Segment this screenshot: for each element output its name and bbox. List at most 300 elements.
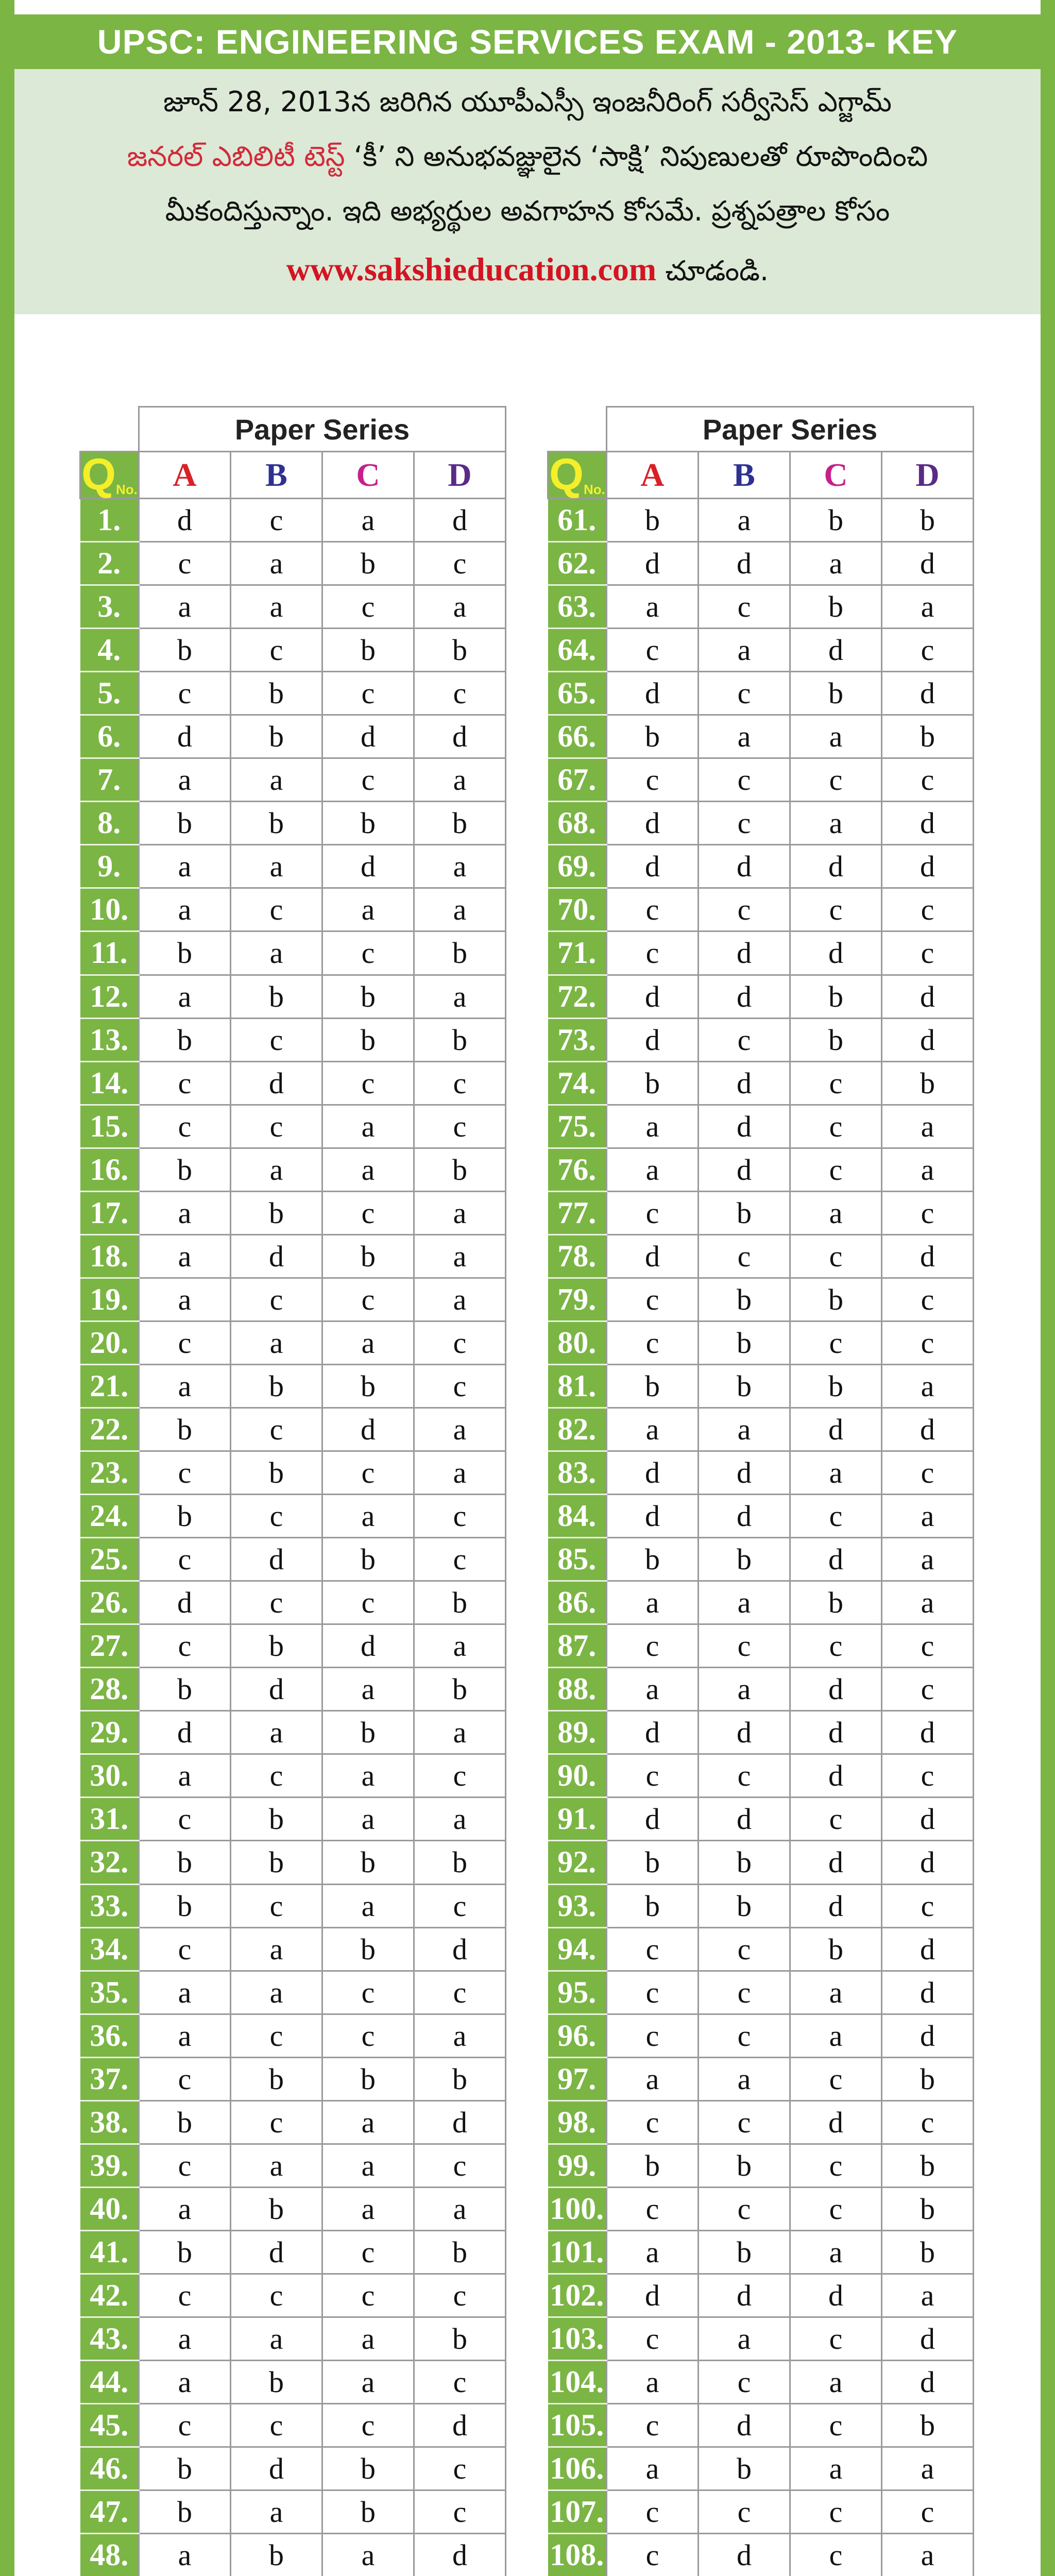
answer-d: c	[882, 1278, 974, 1321]
question-number: 27.	[80, 1624, 139, 1668]
series-a-header: A	[607, 452, 699, 499]
answer-b: b	[231, 1191, 322, 1234]
answer-d: d	[882, 1971, 974, 2014]
answer-d: d	[882, 1798, 974, 1841]
question-number: 46.	[80, 2447, 139, 2490]
question-number: 17.	[80, 1191, 139, 1234]
answer-a: b	[607, 1364, 699, 1408]
question-number: 8.	[80, 802, 139, 845]
answer-d: c	[414, 1105, 506, 1148]
question-number: 89.	[548, 1711, 607, 1754]
table-row	[548, 1278, 974, 1321]
answer-a: c	[607, 888, 699, 931]
answer-d: d	[882, 1018, 974, 1061]
answer-d: a	[414, 1798, 506, 1841]
question-number: 84.	[548, 1495, 607, 1538]
question-number: 91.	[548, 1798, 607, 1841]
table-row	[548, 1321, 974, 1364]
table-row	[548, 715, 974, 758]
answer-c: a	[322, 1321, 414, 1364]
question-number: 42.	[80, 2274, 139, 2317]
paper-series-header: Paper Series	[607, 407, 974, 452]
intro-line-4	[14, 250, 1041, 294]
question-number: 64.	[548, 629, 607, 672]
answer-a: c	[607, 758, 699, 802]
answer-d: c	[414, 2490, 506, 2534]
answer-b: b	[699, 1278, 790, 1321]
answer-a: d	[607, 1234, 699, 1278]
answer-a: a	[607, 1105, 699, 1148]
table-row	[80, 2447, 506, 2490]
answer-a: a	[139, 888, 231, 931]
answer-b: d	[699, 1798, 790, 1841]
answer-b: d	[231, 1234, 322, 1278]
question-number: 66.	[548, 715, 607, 758]
answer-c: b	[322, 542, 414, 585]
answer-b: b	[699, 1364, 790, 1408]
answer-c: c	[790, 1624, 882, 1668]
answer-a: a	[139, 585, 231, 629]
table-row	[80, 802, 506, 845]
intro-line-2	[14, 140, 1041, 180]
answer-a: c	[607, 1927, 699, 1971]
answer-c: c	[322, 2014, 414, 2057]
answer-d: c	[882, 1884, 974, 1927]
question-number: 7.	[80, 758, 139, 802]
answer-a: c	[139, 2057, 231, 2100]
table-row	[548, 1364, 974, 1408]
table-row	[80, 1495, 506, 1538]
answer-b: c	[699, 1754, 790, 1798]
answer-d: c	[882, 758, 974, 802]
series-c-header: C	[790, 452, 882, 499]
answer-c: b	[790, 1364, 882, 1408]
series-d-header: D	[414, 452, 506, 499]
table-row	[548, 1451, 974, 1495]
answer-b: d	[231, 2230, 322, 2274]
table-row	[548, 1841, 974, 1884]
answer-a: c	[607, 2404, 699, 2447]
question-number: 3.	[80, 585, 139, 629]
answer-b: b	[231, 2057, 322, 2100]
answer-d: c	[882, 1624, 974, 1668]
answer-d: c	[882, 2100, 974, 2144]
question-number: 26.	[80, 1581, 139, 1624]
question-number: 30.	[80, 1754, 139, 1798]
answer-c: b	[790, 1018, 882, 1061]
answer-b: d	[699, 1451, 790, 1495]
answer-b: a	[699, 1408, 790, 1451]
table-row	[80, 1408, 506, 1451]
answer-d: c	[414, 1321, 506, 1364]
answer-d: c	[882, 888, 974, 931]
table-row	[80, 931, 506, 975]
answer-d: c	[414, 2447, 506, 2490]
intro-line-2-rest: ‘కీ’ ని అనుభవజ్ఞులైన ‘సాక్షి’ నిపుణులతో రూపొందించి	[345, 140, 928, 173]
answer-c: c	[322, 1971, 414, 2014]
intro-line-1: జూన్ 28, 2013న జరిగిన యూపీఎస్సీ ఇంజనీరింగ్ సర్వీసెస్ ఎగ్జామ్	[163, 86, 892, 118]
answer-c: c	[322, 1061, 414, 1105]
question-number: 41.	[80, 2230, 139, 2274]
table-row	[80, 758, 506, 802]
question-number: 31.	[80, 1798, 139, 1841]
question-number: 77.	[548, 1191, 607, 1234]
answer-b: b	[231, 1841, 322, 1884]
answer-d: d	[882, 542, 974, 585]
table-row	[548, 2230, 974, 2274]
answer-c: a	[322, 1495, 414, 1538]
answer-c: a	[790, 542, 882, 585]
answer-d: d	[882, 802, 974, 845]
answer-c: b	[790, 585, 882, 629]
answer-a: d	[139, 1581, 231, 1624]
answer-a: b	[607, 2144, 699, 2187]
question-number: 65.	[548, 672, 607, 715]
answer-a: c	[607, 1624, 699, 1668]
question-number: 107.	[548, 2490, 607, 2534]
answer-a: b	[607, 1884, 699, 1927]
answer-c: c	[790, 1798, 882, 1841]
table-row	[80, 1061, 506, 1105]
answer-b: c	[699, 2187, 790, 2230]
answer-d: b	[414, 2057, 506, 2100]
answer-d: b	[414, 629, 506, 672]
table-row	[548, 1971, 974, 2014]
answer-c: c	[790, 888, 882, 931]
answer-b: a	[231, 845, 322, 888]
question-number: 88.	[548, 1668, 607, 1711]
answer-b: c	[699, 1624, 790, 1668]
answer-b: a	[231, 1148, 322, 1191]
answer-b: c	[231, 1278, 322, 1321]
answer-a: b	[139, 1495, 231, 1538]
answer-a: a	[607, 585, 699, 629]
answer-c: d	[790, 2100, 882, 2144]
answer-c: a	[790, 802, 882, 845]
answer-d: b	[882, 2404, 974, 2447]
question-number: 23.	[80, 1451, 139, 1495]
table-row	[548, 2057, 974, 2100]
answer-b: b	[231, 2187, 322, 2230]
answer-a: b	[607, 1841, 699, 1884]
table-row	[548, 845, 974, 888]
table-row	[548, 2100, 974, 2144]
answer-b: b	[699, 1841, 790, 1884]
answer-c: c	[322, 931, 414, 975]
table-row	[548, 2534, 974, 2576]
answer-c: d	[790, 1884, 882, 1927]
question-number: 69.	[548, 845, 607, 888]
answer-b: b	[231, 802, 322, 845]
answer-c: a	[790, 715, 882, 758]
table-row	[80, 1711, 506, 1754]
answer-b: c	[699, 2100, 790, 2144]
answer-d: c	[882, 931, 974, 975]
question-number: 98.	[548, 2100, 607, 2144]
answer-c: a	[790, 2230, 882, 2274]
answer-c: a	[322, 2144, 414, 2187]
answer-c: c	[790, 2317, 882, 2360]
answer-d: b	[882, 2144, 974, 2187]
question-number-header	[80, 452, 139, 499]
answer-d: b	[882, 2230, 974, 2274]
answer-b: a	[231, 542, 322, 585]
answer-d: a	[882, 1538, 974, 1581]
answer-c: c	[790, 2490, 882, 2534]
answer-d: c	[882, 1191, 974, 1234]
table-row	[80, 2404, 506, 2447]
answer-c: c	[790, 1234, 882, 1278]
answer-a: a	[139, 1234, 231, 1278]
question-number: 99.	[548, 2144, 607, 2187]
answer-a: a	[607, 1408, 699, 1451]
table-row	[548, 2447, 974, 2490]
question-number: 108.	[548, 2534, 607, 2576]
answer-a: d	[607, 1018, 699, 1061]
question-number: 25.	[80, 1538, 139, 1581]
answer-d: a	[882, 1581, 974, 1624]
answer-c: a	[322, 888, 414, 931]
answer-d: d	[414, 2534, 506, 2576]
answer-c: d	[790, 1841, 882, 1884]
answer-c: c	[322, 585, 414, 629]
question-number: 1.	[80, 499, 139, 542]
question-number: 33.	[80, 1884, 139, 1927]
answer-a: d	[607, 2274, 699, 2317]
answer-a: d	[607, 1451, 699, 1495]
answer-c: c	[322, 2404, 414, 2447]
question-number: 34.	[80, 1927, 139, 1971]
answer-d: c	[414, 542, 506, 585]
series-d-header: D	[882, 452, 974, 499]
answer-c: d	[790, 1668, 882, 1711]
answer-c: a	[322, 1884, 414, 1927]
answer-d: a	[882, 2447, 974, 2490]
answer-b: c	[699, 2014, 790, 2057]
answer-d: d	[414, 2404, 506, 2447]
answer-c: a	[790, 1971, 882, 2014]
answer-a: d	[607, 1711, 699, 1754]
answer-c: b	[790, 672, 882, 715]
answer-b: a	[699, 715, 790, 758]
question-number: 104.	[548, 2361, 607, 2404]
answer-a: c	[139, 672, 231, 715]
table-row	[80, 1234, 506, 1278]
answer-d: c	[882, 1321, 974, 1364]
header-spacer	[548, 407, 607, 452]
answer-b: b	[699, 1191, 790, 1234]
answer-b: a	[231, 2144, 322, 2187]
answer-b: c	[231, 2014, 322, 2057]
table-row	[548, 2014, 974, 2057]
answer-c: b	[322, 1234, 414, 1278]
question-number: 35.	[80, 1971, 139, 2014]
answer-a: d	[607, 845, 699, 888]
answer-b: a	[699, 1668, 790, 1711]
answer-d: d	[882, 1711, 974, 1754]
table-row	[80, 2057, 506, 2100]
table-row	[80, 2187, 506, 2230]
question-number: 12.	[80, 975, 139, 1018]
answer-a: c	[607, 2490, 699, 2534]
question-number: 62.	[548, 542, 607, 585]
intro-line-3: మీకందిస్తున్నాం. ఇది అభ్యర్థుల అవగాహన కోసమే. ప్రశ్నపత్రాల కోసం	[165, 195, 890, 227]
website-link[interactable]: www.sakshieducation.com	[286, 251, 657, 287]
question-number: 15.	[80, 1105, 139, 1148]
question-number: 37.	[80, 2057, 139, 2100]
answer-d: a	[414, 585, 506, 629]
table-row	[80, 1278, 506, 1321]
answer-b: b	[231, 1364, 322, 1408]
answer-b: c	[699, 1018, 790, 1061]
answer-b: c	[231, 2274, 322, 2317]
answer-d: d	[882, 672, 974, 715]
answer-b: d	[231, 2447, 322, 2490]
table-row	[80, 629, 506, 672]
answer-d: d	[414, 1927, 506, 1971]
page-title: UPSC: ENGINEERING SERVICES EXAM - 2013- KEY	[14, 14, 1041, 69]
question-number: 5.	[80, 672, 139, 715]
answer-a: d	[607, 1798, 699, 1841]
header-spacer	[80, 407, 139, 452]
question-number-header	[548, 452, 607, 499]
table-row	[80, 1668, 506, 1711]
answer-a: a	[139, 975, 231, 1018]
answer-b: a	[231, 1321, 322, 1364]
answer-b: a	[699, 629, 790, 672]
answer-a: b	[139, 1841, 231, 1884]
answer-c: c	[322, 1581, 414, 1624]
answer-a: c	[139, 2274, 231, 2317]
answer-a: a	[139, 2361, 231, 2404]
answer-b: a	[231, 1711, 322, 1754]
answer-c: b	[322, 1711, 414, 1754]
table-row	[548, 2361, 974, 2404]
answer-b: a	[231, 1971, 322, 2014]
answer-d: b	[414, 2317, 506, 2360]
answer-c: a	[322, 2317, 414, 2360]
question-number: 22.	[80, 1408, 139, 1451]
series-b-header: B	[699, 452, 790, 499]
paper-series-header: Paper Series	[139, 407, 506, 452]
answer-a: b	[607, 499, 699, 542]
table-row	[548, 1884, 974, 1927]
answer-a: c	[139, 1538, 231, 1581]
table-row	[80, 2014, 506, 2057]
table-row	[80, 1884, 506, 1927]
answer-c: a	[322, 2534, 414, 2576]
answer-a: c	[139, 2144, 231, 2187]
table-row	[80, 1971, 506, 2014]
answer-c: c	[790, 2057, 882, 2100]
answer-d: a	[414, 2187, 506, 2230]
table-row	[80, 2490, 506, 2534]
answer-b: c	[699, 1971, 790, 2014]
answer-b: c	[699, 888, 790, 931]
answer-a: c	[139, 1798, 231, 1841]
table-row	[548, 1668, 974, 1711]
answer-key-table-right	[547, 406, 974, 2576]
table-row	[80, 1321, 506, 1364]
answer-c: c	[790, 2144, 882, 2187]
answer-d: b	[882, 2057, 974, 2100]
answer-d: a	[882, 2534, 974, 2576]
answer-c: d	[322, 845, 414, 888]
answer-b: c	[231, 888, 322, 931]
answer-a: a	[139, 1364, 231, 1408]
answer-b: b	[699, 1321, 790, 1364]
answer-b: d	[699, 2534, 790, 2576]
answer-d: a	[414, 1408, 506, 1451]
answer-a: b	[607, 1538, 699, 1581]
question-number: 9.	[80, 845, 139, 888]
answer-a: d	[139, 499, 231, 542]
answer-a: c	[607, 1278, 699, 1321]
table-row	[80, 1148, 506, 1191]
table-row	[80, 1927, 506, 1971]
table-row	[548, 2404, 974, 2447]
table-row	[80, 1624, 506, 1668]
answer-b: b	[231, 2361, 322, 2404]
answer-d: c	[414, 672, 506, 715]
table-row	[548, 2317, 974, 2360]
table-row	[80, 1364, 506, 1408]
table-row	[548, 2490, 974, 2534]
answer-d: a	[414, 1624, 506, 1668]
answer-c: d	[790, 1538, 882, 1581]
series-b-header: B	[231, 452, 322, 499]
table-row	[548, 585, 974, 629]
answer-a: d	[139, 1711, 231, 1754]
answer-b: d	[699, 845, 790, 888]
answer-a: b	[139, 629, 231, 672]
series-c-header: C	[322, 452, 414, 499]
answer-b: d	[699, 1061, 790, 1105]
answer-a: c	[607, 2100, 699, 2144]
answer-a: b	[607, 715, 699, 758]
answer-a: c	[607, 2534, 699, 2576]
answer-a: c	[607, 1971, 699, 2014]
question-number: 74.	[548, 1061, 607, 1105]
answer-b: b	[699, 2230, 790, 2274]
answer-a: c	[139, 1624, 231, 1668]
answer-d: c	[414, 1061, 506, 1105]
answer-d: a	[414, 975, 506, 1018]
answer-c: b	[322, 629, 414, 672]
table-row	[548, 1798, 974, 1841]
answer-a: a	[139, 1754, 231, 1798]
answer-b: a	[699, 2057, 790, 2100]
answer-c: a	[322, 2361, 414, 2404]
answer-b: c	[231, 1018, 322, 1061]
answer-c: a	[322, 1105, 414, 1148]
question-number: 105.	[548, 2404, 607, 2447]
answer-c: a	[322, 2187, 414, 2230]
answer-b: b	[699, 2447, 790, 2490]
answer-b: d	[699, 2404, 790, 2447]
table-row	[80, 2100, 506, 2144]
answer-d: a	[414, 888, 506, 931]
answer-c: b	[322, 2447, 414, 2490]
answer-a: d	[607, 1495, 699, 1538]
answer-d: a	[414, 2014, 506, 2057]
answer-b: b	[231, 2534, 322, 2576]
answer-a: a	[607, 2230, 699, 2274]
answer-b: b	[699, 1884, 790, 1927]
answer-c: d	[790, 1754, 882, 1798]
answer-d: b	[414, 1148, 506, 1191]
answer-c: d	[322, 715, 414, 758]
